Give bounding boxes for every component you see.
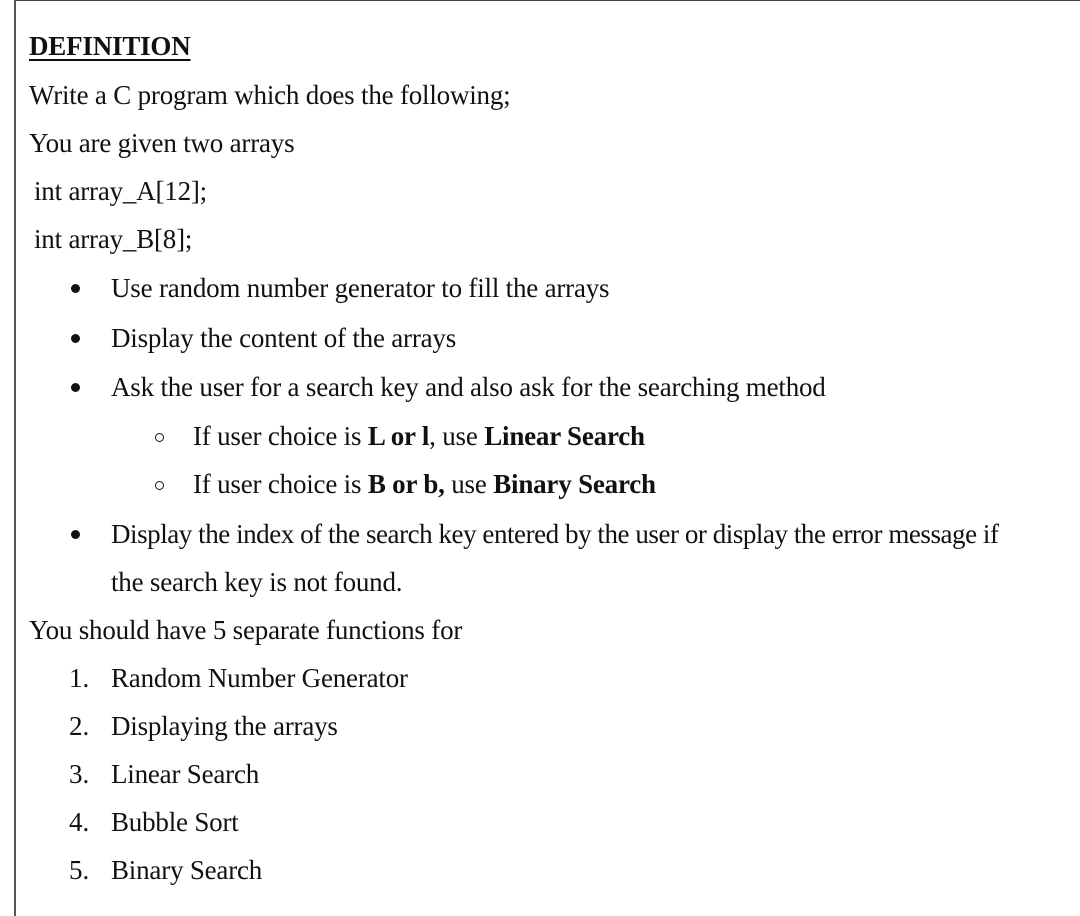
bullet-item: Use random number generator to fill the arrays [111, 273, 610, 303]
code-line-array-b: int array_B[8]; [34, 224, 193, 254]
list-number: 2. [69, 711, 90, 741]
sub-bullet-text: If user choice is [193, 421, 368, 451]
code-line-array-a: int array_A[12]; [34, 176, 207, 206]
bullet-item-continuation: the search key is not found. [111, 567, 403, 597]
bullet-item: Ask the user for a search key and also ask for the searching method [111, 372, 826, 402]
list-item: Random Number Generator [111, 663, 408, 693]
section-heading: DEFINITION [29, 31, 191, 61]
sub-bullet-method: Binary Search [493, 469, 656, 499]
bullet-item: Display the content of the arrays [111, 323, 457, 353]
bullet-icon [71, 530, 80, 539]
sub-bullet-item-linear [193, 420, 645, 452]
functions-intro: You should have 5 separate functions for [29, 615, 463, 645]
intro-line: Write a C program which does the following; [29, 80, 511, 110]
list-number: 1. [69, 663, 90, 693]
list-item: Linear Search [111, 759, 260, 789]
bullet-icon [71, 284, 80, 293]
sub-bullet-text: , use [429, 421, 485, 451]
bullet-item: Display the index of the search key entered by the user or display the error message if [111, 519, 999, 549]
bullet-icon [71, 383, 80, 392]
list-item: Binary Search [111, 855, 263, 885]
sub-bullet-icon [155, 481, 164, 490]
intro-line: You are given two arrays [29, 128, 295, 158]
sub-bullet-text: use [444, 469, 494, 499]
sub-bullet-choice: B or b, [367, 469, 445, 499]
list-number: 3. [69, 759, 90, 789]
list-number: 5. [69, 855, 90, 885]
list-item: Displaying the arrays [111, 711, 338, 741]
sub-bullet-icon [155, 433, 164, 442]
sub-bullet-choice: L or l [367, 421, 430, 451]
list-item: Bubble Sort [111, 807, 239, 837]
sub-bullet-method: Linear Search [484, 421, 645, 451]
sub-bullet-text: If user choice is [193, 469, 368, 499]
list-number: 4. [69, 807, 90, 837]
bullet-icon [71, 334, 80, 343]
sub-bullet-item-binary [193, 468, 656, 500]
